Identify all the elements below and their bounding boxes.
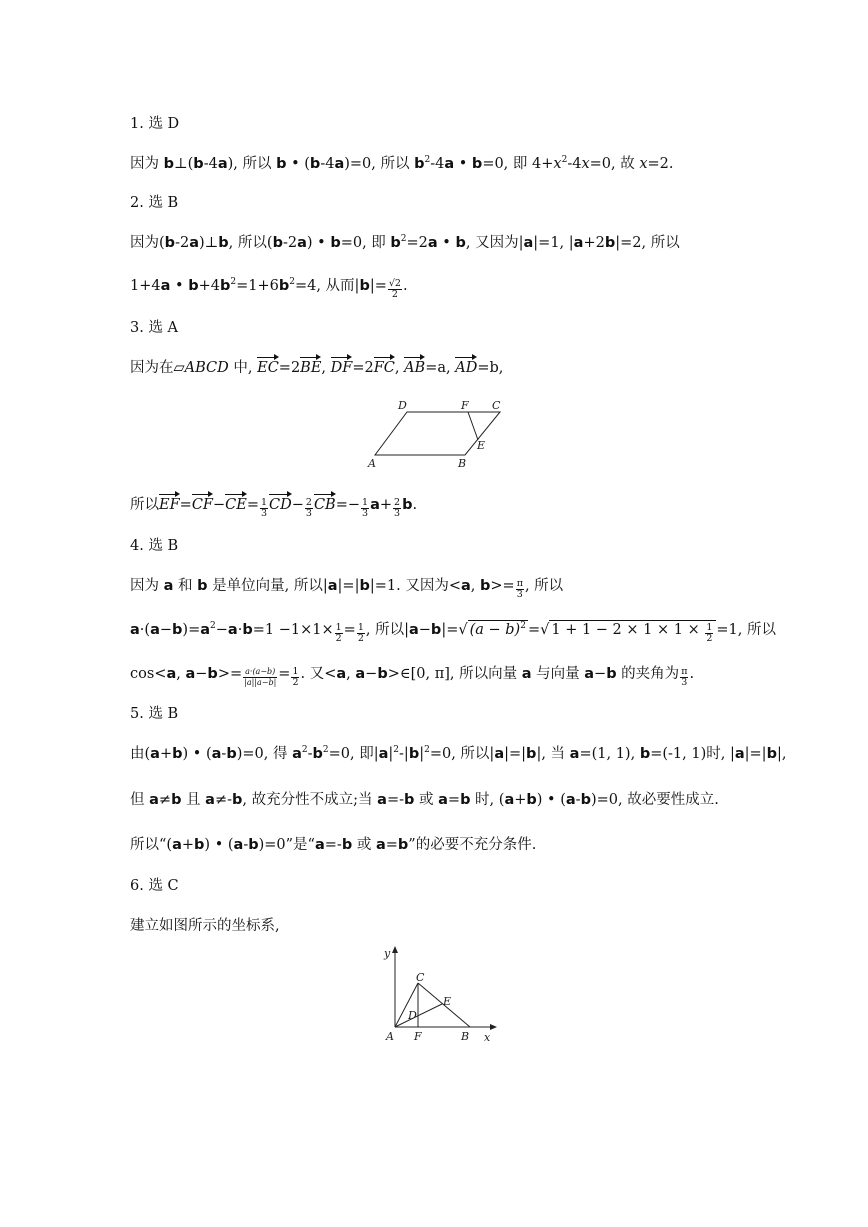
- label-x: x: [484, 1031, 491, 1044]
- q3-heading: 3. 选 A: [130, 320, 179, 336]
- label-f: F: [414, 1030, 422, 1043]
- label-b: B: [458, 457, 467, 470]
- sqrt-expression: $(a - b)^2$: [469, 621, 526, 638]
- q4-solution-line1: 因为 a 和 b 是单位向量, 所以|a|=|b|=1. 又因为<a, b>= $\frac{\pi}{3}$ , 所以: [130, 578, 564, 600]
- label-c: C: [492, 399, 501, 412]
- q5-solution-line3: 所以“(a+b) • (a-b)=0”是“a=-b 或 a=b”的必要不充分条件.: [130, 837, 537, 853]
- q3-solution-line2: 所以EF=CF−CE= $\frac{1}{3}$ CD− $\frac{2}{3}$ CB=− $\frac{1}{3}$ a+ $\frac{2}{3}$ b.: [130, 497, 418, 519]
- x-axis-arrow-icon: [490, 1024, 497, 1030]
- fraction: $\frac{2}{3}$: [305, 497, 312, 519]
- q1-heading: 1. 选 D: [130, 116, 180, 132]
- label-a: A: [368, 457, 376, 470]
- q6-heading: 6. 选 C: [130, 878, 179, 894]
- label-c: C: [416, 971, 425, 984]
- label-d: D: [408, 1009, 417, 1022]
- q1-solution: 因为 b⊥(b-4a), 所以 b • (b-4a)=0, 所以 $b^2-4a$ • b=0, 即 $4+x^2-4x=0$, 故 x=2.: [130, 155, 674, 172]
- fraction: $\frac{1}{2}$: [706, 622, 713, 644]
- q5-solution-line2: 但 a≠b 且 a≠-b, 故充分性不成立;当 a=-b 或 a=b 时, (a+b) • (a-b)=0, 故必要性成立.: [130, 792, 719, 808]
- fraction: $\frac{\pi}{3}$: [681, 666, 688, 688]
- label-y: y: [384, 947, 391, 960]
- fraction: $\frac{2}{3}$: [394, 497, 401, 519]
- coordinate-figure: [370, 945, 500, 1045]
- q4-solution-line2: $a\cdot(a-b)=a^2-a\cdot b=1 -1\times 1\times$ $\frac{1}{2}$ = $\frac{1}{2}$ , 所以|a−b|=√ $(a - b)^2$ =√ 1 + 1 − 2 × 1 × 1 × $\frac{1}{2}$ =1, 所以: [130, 621, 776, 644]
- fraction: $\frac{1}{2}$: [335, 622, 342, 644]
- q6-solution-line1: 建立如图所示的坐标系,: [130, 918, 280, 934]
- q4-heading: 4. 选 B: [130, 538, 179, 554]
- segment-fe: [468, 412, 478, 440]
- q5-solution-line1: 由(a+b) • (a-b)=0, 得 $a^2-b^2=0$, 即$|a|^2-|b|^2=0$, 所以|a|=|b|, 当 a=(1, 1), b=(-1, 1)时, |a|=|b|,: [130, 745, 787, 762]
- q5-heading: 5. 选 B: [130, 706, 179, 722]
- q2-solution-line1: 因为(b-2a)⊥b, 所以(b-2a) • b=0, 即 $b^2=2a$ • b, 又因为|a|=1, |a+2b|=2, 所以: [130, 234, 680, 251]
- sqrt-expression: 1 + 1 − 2 × 1 × 1 × $\frac{1}{2}$: [549, 620, 716, 644]
- fraction: $\frac{\pi}{3}$: [516, 578, 523, 600]
- label-f: F: [461, 399, 469, 412]
- q2-heading: 2. 选 B: [130, 195, 179, 211]
- fraction: $\frac{a\cdot(a-b)}{|a||a-b|}$: [244, 667, 277, 687]
- y-axis-arrow-icon: [392, 946, 398, 953]
- fraction: $\frac{1}{2}$: [292, 666, 299, 688]
- label-e: E: [443, 995, 452, 1008]
- fraction: $\frac{1}{2}$: [357, 622, 364, 644]
- label-d: D: [398, 399, 407, 412]
- q2-solution-line2: 1+4a • $b+4b^2=1+6b^2=4$, 从而|b|= $\frac{√2}{2}$ .: [130, 277, 408, 300]
- q3-solution-line1: 因为在▱ABCD 中, EC=2BE, DF=2FC, AB=a, AD=b,: [130, 360, 504, 376]
- fraction: $\frac{1}{3}$: [260, 497, 268, 519]
- fraction: $\frac{√2}{2}$: [388, 278, 401, 300]
- parallelogram-figure: [360, 395, 510, 475]
- label-a: A: [386, 1030, 394, 1043]
- q4-solution-line3: cos<a, a−b>= $\frac{a\cdot(a-b)}{|a||a-b|}$ = $\frac{1}{2}$ . 又<a, a−b>∈[0, π], 所以向量 a 与向量 a−b 的夹角为 $\frac{\pi}{3}$ .: [130, 666, 695, 688]
- label-e: E: [477, 439, 486, 452]
- fraction: $\frac{1}{3}$: [362, 497, 369, 519]
- label-b: B: [461, 1030, 470, 1043]
